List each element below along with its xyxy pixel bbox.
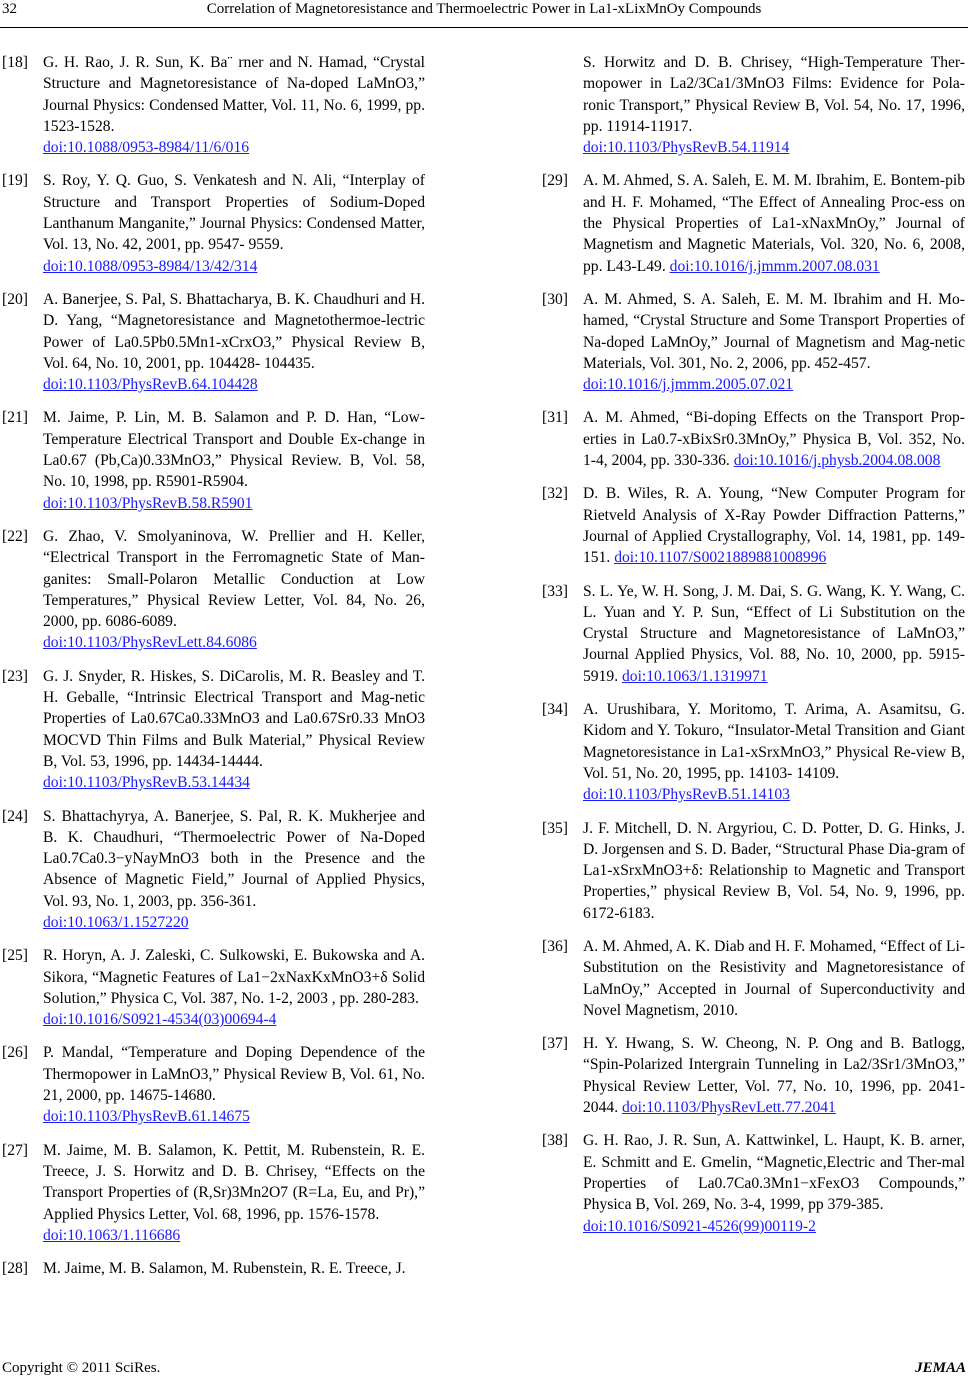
reference-text: A. M. Ahmed, A. K. Diab and H. F. Mohamed, “Effect of Li-Substitution on the Resistivity and Magnetoresistance of LaMnOy,” Accepted in Journal of Superconductivity and Novel Magnetism, 2010. — [583, 937, 965, 1019]
references-left-column — [2, 52, 425, 1291]
reference-number: [33] — [542, 582, 568, 600]
doi-link[interactable]: doi:10.1103/PhysRevB.51.14103 — [583, 786, 790, 804]
doi-link[interactable]: doi:10.1103/PhysRevLett.84.6086 — [43, 634, 257, 652]
doi-link[interactable]: doi:10.1103/PhysRevLett.77.2041 — [622, 1099, 836, 1117]
reference-32 — [542, 483, 965, 568]
reference-text: G. Zhao, V. Smolyaninova, W. Prellier and H. Keller, “Electrical Transport in the Ferromagnetic State of Man-ganites: Small-Polaron Metallic Conduction at Low Temperatures,” Physical Review Letter, Vol. 84, No. 26, 2000, pp. 6086-6089. — [43, 527, 425, 631]
reference-26 — [2, 1042, 425, 1127]
doi-link[interactable]: doi:10.1063/1.1319971 — [622, 667, 768, 685]
reference-number: [32] — [542, 485, 568, 503]
reference-number: [28] — [2, 1260, 28, 1278]
reference-text: S. Roy, Y. Q. Guo, S. Venkatesh and N. Ali, “Interplay of Structure and Transport Properties of Sodium-Doped Lanthanum Manganite,” Journal Physics: Condensed Matter, Vol. 13, No. 42, 2001, pp. 9547- 9559. — [43, 172, 425, 254]
reference-34 — [542, 699, 965, 805]
reference-text: G. H. Rao, J. R. Sun, K. Ba¨ rner and N. Hamad, “Crystal Structure and Magnetoresistance of Na-doped LaMnO3,” Journal Physics: Condensed Matter, Vol. 11, No. 6, 1999, pp. 1523-1528. — [43, 54, 425, 135]
reference-text: S. Bhattachyrya, A. Banerjee, S. Pal, R. K. Mukherjee and B. K. Chaudhuri, “Thermoelectric Power of Na-Doped La0.7Ca0.3−yNayMnO3 both in the Presence and the Absence of Magnetic Field,” Journal of Applied Physics, Vol. 93, No. 1, 2003, pp. 356-361. — [43, 807, 425, 910]
doi-link[interactable]: doi:10.1063/1.116686 — [43, 1226, 181, 1244]
reference-19 — [2, 170, 425, 276]
reference-number: [21] — [2, 409, 28, 427]
reference-number: [18] — [2, 54, 28, 71]
doi-link[interactable]: doi:10.1016/j.physb.2004.08.008 — [733, 452, 941, 470]
reference-text: S. Horwitz and D. B. Chrisey, “High-Temperature Ther-mopower in La2/3Ca1/3MnO3 Films: Evidence for Pola-ronic Transport,” Physical Review B, Vol. 54, No. 17, 1996, pp. 11914-11917. — [583, 54, 965, 135]
reference-25 — [2, 945, 425, 1030]
doi-link[interactable]: doi:10.1103/PhysRevB.53.14434 — [43, 774, 250, 792]
doi-link[interactable]: doi:10.1016/S0921-4526(99)00119-2 — [583, 1217, 816, 1235]
reference-31 — [542, 407, 965, 471]
reference-number: [31] — [542, 409, 568, 427]
reference-text: A. M. Ahmed, S. A. Saleh, E. M. M. Ibrahim, E. Bontem-pib and H. F. Mohamed, “The Effect of Annealing Proc-ess on the Physical Properties of La1-xNaxMnOy,” Journal of Magnetism and Magnetic Materials, Vol. 320, No. 6, 2008, pp. L43-L49. — [583, 172, 965, 275]
doi-link[interactable]: doi:10.1107/S0021889881008996 — [614, 549, 827, 567]
reference-21 — [2, 407, 425, 513]
reference-number: [29] — [542, 172, 568, 190]
reference-28-continued — [542, 52, 965, 158]
reference-28 — [2, 1258, 425, 1279]
reference-text: A. Banerjee, S. Pal, S. Bhattacharya, B. K. Chaudhuri and H. D. Yang, “Magnetoresistance and Magnetothermoe-lectric Power of La0.5Pb0.5Mn1-xCrxO3,” Physical Review B, Vol. 64, No. 10, 2001, pp. 104428- 104435. — [43, 290, 425, 372]
reference-text: P. Mandal, “Temperature and Doping Dependence of the Thermopower in LaMnO3,” Physical Review B, Vol. 61, No. 21, 2000, pp. 14675-14680. — [43, 1044, 425, 1105]
reference-38 — [542, 1130, 965, 1236]
reference-text: G. J. Snyder, R. Hiskes, S. DiCarolis, M. R. Beasley and T. H. Geballe, “Intrinsic Electrical Transport and Mag-netic Properties of La0.67Ca0.33MnO3 and La0.67Sr0.33 MnO3 MOCVD Thin Films and Bulk Material,” Physical Review B, Vol. 53, 1996, pp. 14434-14444. — [43, 667, 425, 770]
journal-name: JEMAA — [915, 1360, 966, 1376]
reference-number: [19] — [2, 172, 28, 190]
page-header — [0, 0, 968, 28]
reference-text: G. H. Rao, J. R. Sun, A. Kattwinkel, L. Haupt, K. B. arner, E. Schmitt and E. Gmelin, “Magnetic,Electric and Ther-mal Properties of La0.7Ca0.3Mn1−xFexO3 Compounds,” Physica B, Vol. 269, No. 3-4, 1999, pp 379-385. — [583, 1132, 965, 1214]
reference-number: [30] — [542, 290, 568, 308]
reference-number: [27] — [2, 1141, 28, 1159]
reference-23 — [2, 666, 425, 794]
reference-number: [24] — [2, 807, 28, 825]
reference-number: [23] — [2, 667, 28, 685]
doi-link[interactable]: doi:10.1063/1.1527220 — [43, 913, 189, 931]
doi-link[interactable]: doi:10.1103/PhysRevB.61.14675 — [43, 1108, 250, 1126]
reference-number: [34] — [542, 701, 568, 719]
doi-link[interactable]: doi:10.1088/0953-8984/11/6/016 — [43, 139, 250, 157]
doi-link[interactable]: doi:10.1016/j.jmmm.2007.08.031 — [669, 257, 880, 275]
reference-number: [26] — [2, 1044, 28, 1062]
reference-text: M. Jaime, P. Lin, M. B. Salamon and P. D. Han, “Low-Temperature Electrical Transport and Double Ex-change in La0.67 (Pb,Ca)0.33MnO3,” Physical Review. B, Vol. 58, No. 10, 1998, pp. R5901-R5904. — [43, 409, 425, 491]
reference-20 — [2, 289, 425, 395]
reference-35 — [542, 818, 965, 924]
reference-22 — [2, 526, 425, 654]
reference-number: [22] — [2, 527, 28, 545]
reference-33 — [542, 581, 965, 687]
reference-number: [38] — [542, 1132, 568, 1150]
reference-text: M. Jaime, M. B. Salamon, M. Rubenstein, R. E. Treece, J. — [43, 1260, 406, 1278]
reference-24 — [2, 806, 425, 934]
reference-text: H. Y. Hwang, S. W. Cheong, N. P. Ong and B. Batlogg, “Spin-Polarized Intergrain Tunneling in La2/3Sr1/3MnO3,” Physical Review Letter, Vol. 77, No. 10, 1996, pp. 2041-2044. — [583, 1035, 965, 1117]
reference-number: [20] — [2, 290, 28, 308]
doi-link[interactable]: doi:10.1016/S0921-4534(03)00694-4 — [43, 1011, 277, 1029]
header-rule — [0, 27, 968, 28]
doi-link[interactable]: doi:10.1103/PhysRevB.58.R5901 — [43, 494, 253, 512]
reference-text: J. F. Mitchell, D. N. Argyriou, C. D. Potter, D. G. Hinks, J. D. Jorgensen and S. D. Bader, “Structural Phase Dia-gram of La1-xSrxMnO3+δ: Relationship to Magnetic and Transport Properties,” physical Review B, Vol. 54, No. 9, 1996, pp. 6172-6183. — [583, 819, 965, 922]
reference-text: A. Urushibara, Y. Moritomo, T. Arima, A. Asamitsu, G. Kidom and Y. Tokuro, “Insulator-Metal Transition and Giant Magnetoresistance in La1-xSrxMnO3,” Physical Re-view B, Vol. 51, No. 20, 1995, pp. 14103- 14109. — [583, 701, 965, 782]
reference-text: A. M. Ahmed, S. A. Saleh, E. M. M. Ibrahim and H. Mo-hamed, “Crystal Structure and Some Transport Properties of Na-doped LaMnOy,” Journal of Magnetism and Mag-netic Materials, Vol. 301, No. 2, 2006, pp. 452-457. — [583, 290, 965, 372]
reference-36 — [542, 936, 965, 1021]
doi-link[interactable]: doi:10.1016/j.jmmm.2005.07.021 — [583, 376, 794, 394]
reference-number: [36] — [542, 937, 568, 955]
reference-29 — [542, 170, 965, 276]
reference-text: S. L. Ye, W. H. Song, J. M. Dai, S. G. Wang, K. Y. Wang, C. L. Yuan and Y. P. Sun, “Effect of Li Substitution on the Crystal Structure and Magnetoresistance of LaMnO3,” Journal Applied Physics, Vol. 88, No. 10, 2000, pp. 5915-5919. — [583, 582, 965, 685]
doi-link[interactable]: doi:10.1103/PhysRevB.54.11914 — [583, 139, 790, 157]
reference-number: [25] — [2, 947, 28, 965]
references-right-column — [542, 52, 965, 1249]
running-title: Correlation of Magnetoresistance and Thermoelectric Power in La1-xLixMnOy Compounds — [206, 1, 762, 17]
reference-text: M. Jaime, M. B. Salamon, K. Pettit, M. Rubenstein, R. E. Treece, J. S. Horwitz and D. B. Chrisey, “Effects on the Transport Properties of (R,Sr)3Mn2O7 (R=La, Eu, and Pr),” Applied Physics Letter, Vol. 68, 1996, pp. 1576-1578. — [43, 1141, 425, 1223]
reference-text: R. Horyn, A. J. Zaleski, C. Sulkowski, E. Bukowska and A. Sikora, “Magnetic Features of La1−2xNaxKxMnO3+δ Solid Solution,” Physica C, Vol. 387, No. 1-2, 2003 , pp. 280-283. — [43, 947, 425, 1007]
reference-18 — [2, 52, 425, 158]
reference-30 — [542, 289, 965, 395]
page-number: 32 — [2, 1, 17, 17]
copyright-notice: Copyright © 2011 SciRes. — [2, 1360, 161, 1376]
doi-link[interactable]: doi:10.1088/0953-8984/13/42/314 — [43, 257, 258, 275]
reference-37 — [542, 1033, 965, 1118]
reference-text: A. M. Ahmed, “Bi-doping Effects on the Transport Prop-erties in La0.7-xBixSr0.3MnOy,” Physica B, Vol. 352, No. 1-4, 2004, pp. 330-336. — [583, 409, 965, 470]
reference-number: [37] — [542, 1035, 568, 1053]
reference-text: D. B. Wiles, R. A. Young, “New Computer Program for Rietveld Analysis of X-Ray Powder Diffraction Patterns,” Journal of Applied Crystallography, Vol. 14, 1981, pp. 149-151. — [583, 485, 965, 567]
doi-link[interactable]: doi:10.1103/PhysRevB.64.104428 — [43, 376, 258, 394]
reference-27 — [2, 1140, 425, 1246]
reference-number: [35] — [542, 819, 568, 837]
